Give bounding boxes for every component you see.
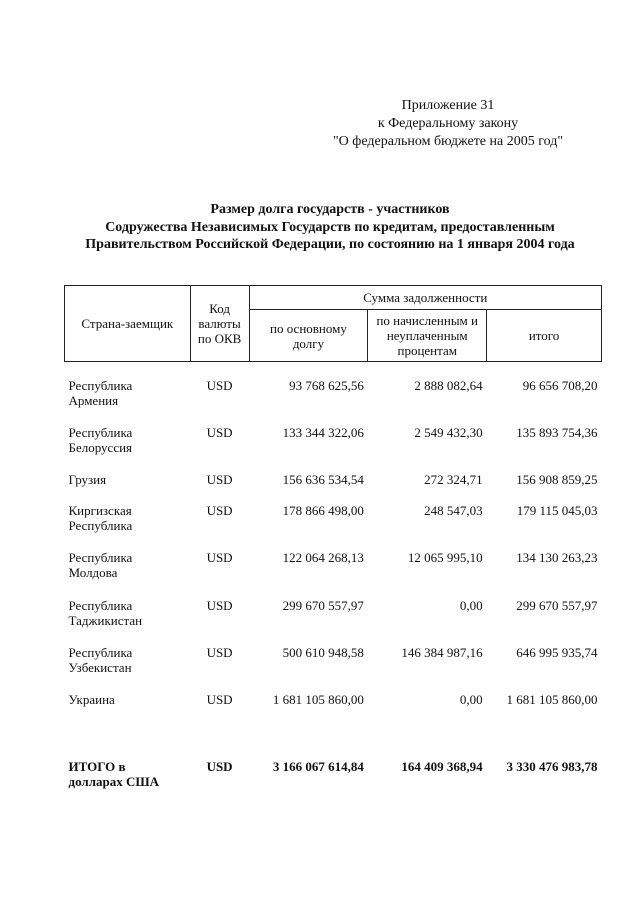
total-currency-code: USD [206, 758, 233, 774]
table-row [65, 550, 602, 598]
row-country: Республика Узбекистан [68, 644, 133, 675]
row-currency-code: USD [206, 549, 233, 565]
header-country: Страна-заемщик [65, 286, 191, 362]
row-country: Киргизская Республика [68, 502, 133, 533]
row-currency-code: USD [206, 644, 233, 660]
row-principal: 122 064 268,13 [282, 549, 364, 565]
row-total: 96 656 708,20 [522, 377, 598, 393]
row-principal: 178 866 498,00 [282, 502, 364, 518]
appendix-law: к Федеральному закону [377, 116, 519, 131]
row-total: 1 681 105 860,00 [506, 691, 598, 707]
row-total: 179 115 045,03 [516, 502, 598, 518]
row-interest: 0,00 [459, 691, 483, 707]
total-label: ИТОГО в долларах США [68, 758, 160, 789]
table-row [65, 645, 602, 692]
row-interest: 2 549 432,30 [414, 424, 483, 440]
document-title [40, 201, 620, 254]
table-header [65, 286, 602, 362]
row-interest: 2 888 082,64 [414, 377, 483, 393]
header-total: итого [487, 310, 602, 362]
row-country: Республика Армения [68, 377, 133, 408]
debt-table [64, 285, 602, 799]
header-principal: по основному долгу [249, 310, 368, 362]
header-interest: по начисленным и неуплаченным процентам [368, 310, 487, 362]
row-currency-code: USD [206, 691, 233, 707]
row-interest: 0,00 [459, 597, 483, 613]
row-total: 299 670 557,97 [516, 597, 598, 613]
row-country: Республика Белоруссия [68, 424, 133, 455]
appendix-law-title: "О федеральном бюджете на 2005 год" [332, 134, 564, 149]
row-country: Республика Молдова [68, 549, 133, 580]
row-interest: 12 065 995,10 [407, 549, 483, 565]
total-principal: 3 166 067 614,84 [272, 758, 364, 774]
table-row [65, 378, 602, 425]
row-principal: 133 344 322,06 [282, 424, 364, 440]
row-principal: 500 610 948,58 [282, 644, 364, 660]
table-body [65, 362, 602, 799]
row-country: Украина [68, 691, 115, 707]
row-currency-code: USD [206, 597, 233, 613]
row-interest: 248 547,03 [424, 502, 483, 518]
row-principal: 156 636 534,54 [282, 471, 364, 487]
table-row [65, 503, 602, 550]
title-line-3: Правительством Российской Федерации, по состоянию на 1 января 2004 года [85, 237, 575, 252]
title-line-1: Размер долга государств - участников [210, 202, 450, 217]
title-line-2: Содружества Независимых Государств по кредитам, предоставленным [105, 219, 555, 235]
row-currency-code: USD [206, 377, 233, 393]
header-currency-code: Код валюты по ОКВ [190, 286, 249, 362]
row-principal: 93 768 625,56 [289, 377, 364, 393]
row-total: 135 893 754,36 [516, 424, 598, 440]
row-principal: 299 670 557,97 [282, 597, 364, 613]
total-row [65, 759, 602, 799]
row-currency-code: USD [206, 424, 233, 440]
appendix-reference [298, 97, 598, 151]
table-row [65, 472, 602, 503]
appendix-number: Приложение 31 [401, 98, 495, 113]
row-interest: 272 324,71 [424, 471, 483, 487]
table-row [65, 425, 602, 472]
row-country: Республика Таджикистан [68, 597, 143, 628]
row-total: 646 995 935,74 [516, 644, 598, 660]
row-principal: 1 681 105 860,00 [272, 691, 364, 707]
row-total: 156 908 859,25 [516, 471, 598, 487]
table-row [65, 692, 602, 723]
total-sum: 3 330 476 983,78 [506, 758, 598, 774]
row-interest: 146 384 987,16 [401, 644, 483, 660]
row-country: Грузия [68, 471, 107, 487]
table-row [65, 598, 602, 645]
row-currency-code: USD [206, 502, 233, 518]
total-interest: 164 409 368,94 [401, 758, 483, 774]
row-total: 134 130 263,23 [516, 549, 598, 565]
header-debt-sum: Сумма задолженности [249, 286, 601, 310]
row-currency-code: USD [206, 471, 233, 487]
